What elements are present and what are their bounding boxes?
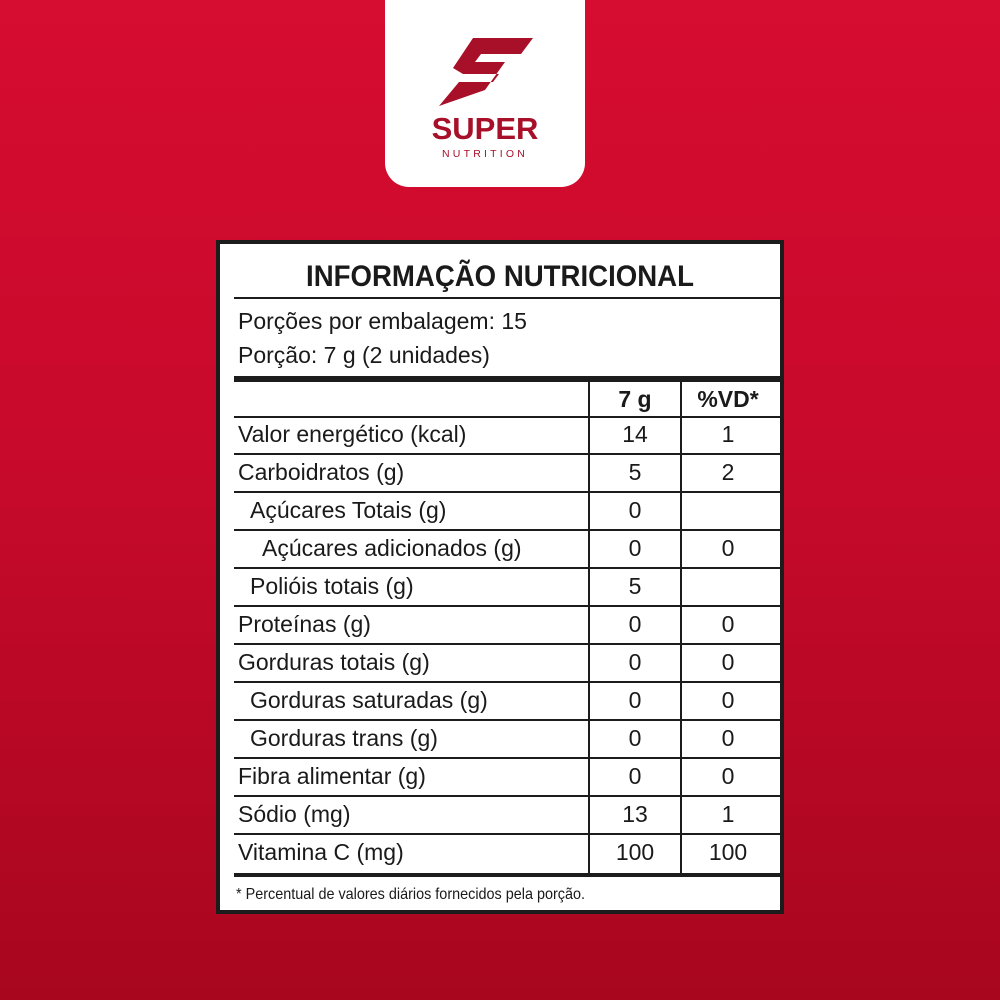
nutrient-dv: 1 <box>721 421 735 447</box>
nutrient-dv: 1 <box>721 801 735 827</box>
footnote: * Percentual de valores diários fornecidos pela porção. <box>236 886 586 903</box>
row-divider <box>234 605 782 607</box>
row-divider <box>234 491 782 493</box>
nutrient-amount: 0 <box>628 497 642 523</box>
row-divider <box>234 681 782 683</box>
nutrient-amount: 0 <box>628 687 642 713</box>
nutrient-amount: 0 <box>628 535 642 561</box>
row-divider <box>234 757 782 759</box>
nutrient-dv: 0 <box>721 649 735 675</box>
row-divider <box>234 643 782 645</box>
nutrient-dv: 0 <box>721 763 735 789</box>
nutrient-amount: 0 <box>628 763 642 789</box>
nutrient-amount: 14 <box>622 421 648 447</box>
nutrition-facts-panel <box>216 240 784 914</box>
row-divider <box>234 833 782 835</box>
nutrient-amount: 0 <box>628 725 642 751</box>
nutrition-table-title: INFORMAÇÃO NUTRICIONAL <box>306 260 694 293</box>
row-divider <box>234 719 782 721</box>
super-s-bolt-logo-icon <box>435 32 535 112</box>
serving-divider <box>234 376 782 382</box>
brand-subtitle: NUTRITION <box>442 148 528 160</box>
serving-size: Porção: 7 g (2 unidades) <box>238 342 490 368</box>
row-divider <box>234 795 782 797</box>
nutrient-amount: 5 <box>628 573 642 599</box>
brand-name: SUPER <box>431 111 539 146</box>
row-divider <box>234 529 782 531</box>
column-header-dv: %VD* <box>697 386 759 412</box>
nutrient-dv: 0 <box>721 535 735 561</box>
nutrient-amount: 5 <box>628 459 642 485</box>
nutrient-label: Gorduras saturadas (g) <box>250 687 488 713</box>
nutrient-dv: 100 <box>708 839 748 865</box>
nutrient-label: Vitamina C (mg) <box>238 839 404 865</box>
brand-logo-tab <box>385 0 585 187</box>
nutrient-dv: 0 <box>721 725 735 751</box>
nutrient-amount: 0 <box>628 649 642 675</box>
column-header-amount: 7 g <box>618 386 652 412</box>
nutrient-label: Sódio (mg) <box>238 801 351 827</box>
nutrient-amount: 0 <box>628 611 642 637</box>
nutrient-label: Gorduras totais (g) <box>238 649 430 675</box>
nutrient-label: Proteínas (g) <box>238 611 371 637</box>
row-divider <box>234 567 782 569</box>
row-divider <box>234 453 782 455</box>
nutrient-dv: 2 <box>721 459 735 485</box>
footnote-divider <box>234 873 782 877</box>
nutrient-dv: 0 <box>721 611 735 637</box>
nutrient-dv: 0 <box>721 687 735 713</box>
nutrient-label: Polióis totais (g) <box>250 573 414 599</box>
row-divider <box>234 416 782 418</box>
nutrient-label: Gorduras trans (g) <box>250 725 438 751</box>
nutrient-amount: 100 <box>615 839 655 865</box>
servings-per-package: Porções por embalagem: 15 <box>238 308 527 334</box>
title-divider <box>234 297 782 299</box>
nutrient-label: Carboidratos (g) <box>238 459 405 485</box>
nutrient-label: Valor energético (kcal) <box>238 421 467 447</box>
nutrient-label: Fibra alimentar (g) <box>238 763 426 789</box>
nutrient-label: Açúcares Totais (g) <box>250 497 447 523</box>
nutrient-label: Açúcares adicionados (g) <box>262 535 522 561</box>
nutrient-amount: 13 <box>622 801 648 827</box>
